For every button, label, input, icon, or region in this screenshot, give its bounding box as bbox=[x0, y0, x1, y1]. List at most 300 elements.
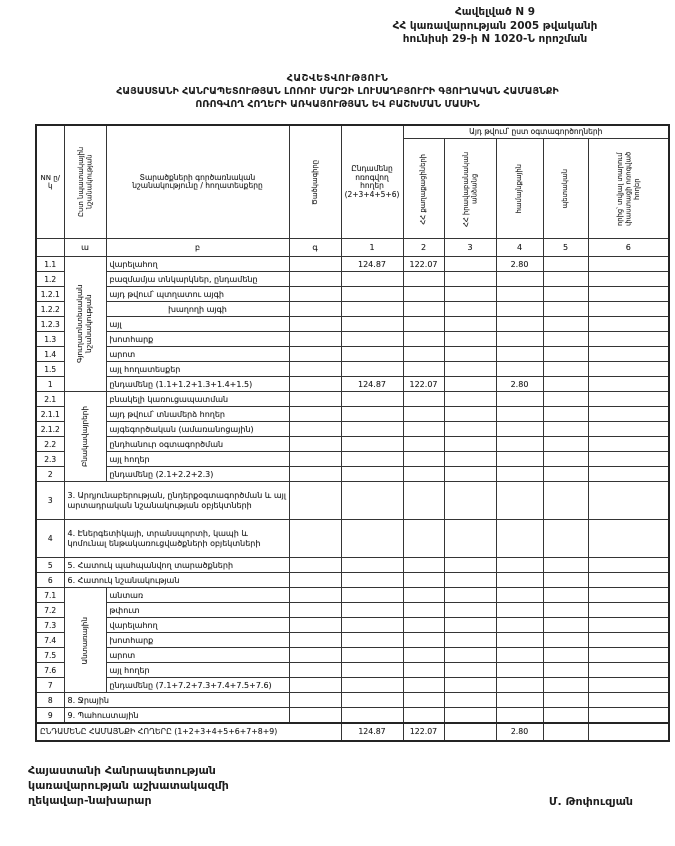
cell-legal bbox=[444, 422, 496, 437]
cell-code bbox=[289, 482, 341, 520]
cell-code bbox=[289, 362, 341, 377]
cell-community bbox=[496, 648, 543, 663]
cell-community bbox=[496, 708, 543, 723]
cell-irrigated bbox=[588, 452, 669, 467]
cell-citizens bbox=[403, 482, 444, 520]
cell-community bbox=[496, 362, 543, 377]
irrigated-lands-table bbox=[35, 124, 670, 742]
colnum-3: 3 bbox=[444, 239, 496, 257]
cell-code bbox=[289, 603, 341, 618]
cell-code bbox=[289, 708, 341, 723]
row-no: 2.1.1 bbox=[36, 407, 64, 422]
cell-code bbox=[289, 317, 341, 332]
cell-irrigated bbox=[588, 693, 669, 708]
cell-legal bbox=[444, 663, 496, 678]
cell-irrigated bbox=[588, 708, 669, 723]
cell-citizens bbox=[403, 452, 444, 467]
cell-code bbox=[289, 452, 341, 467]
cell-total bbox=[341, 332, 403, 347]
cell-citizens bbox=[403, 362, 444, 377]
cell-community bbox=[496, 452, 543, 467]
cell-code bbox=[289, 407, 341, 422]
cell-total bbox=[341, 648, 403, 663]
row-no: 2.1 bbox=[36, 392, 64, 407]
cell-legal bbox=[444, 573, 496, 588]
cell-irrigated bbox=[588, 272, 669, 287]
cell-irrigated bbox=[588, 482, 669, 520]
cell-citizens bbox=[403, 272, 444, 287]
appendix-reference bbox=[330, 6, 660, 47]
cell-legal bbox=[444, 633, 496, 648]
cell-citizens bbox=[403, 407, 444, 422]
row-no: 7.4 bbox=[36, 633, 64, 648]
cell-citizens bbox=[403, 558, 444, 573]
table-row bbox=[36, 633, 669, 648]
cell-irrigated bbox=[588, 392, 669, 407]
row-label: այգեգործական (ամառանոցային) bbox=[106, 422, 289, 437]
cell-legal bbox=[444, 257, 496, 272]
cell-legal bbox=[444, 347, 496, 362]
cell-total bbox=[341, 362, 403, 377]
cell-legal bbox=[444, 332, 496, 347]
cell-code bbox=[289, 678, 341, 693]
cell-state bbox=[543, 648, 588, 663]
row-no: 7.3 bbox=[36, 618, 64, 633]
row-no: 1.2.2 bbox=[36, 302, 64, 317]
cell-irrigated bbox=[588, 317, 669, 332]
cell-irrigated bbox=[588, 362, 669, 377]
cell-state bbox=[543, 588, 588, 603]
cell-irrigated bbox=[588, 257, 669, 272]
cell-citizens: 122.07 bbox=[403, 257, 444, 272]
colnum-2: 2 bbox=[403, 239, 444, 257]
row-label: անտառ bbox=[106, 588, 289, 603]
appendix-line3: հունիսի 29-ի N 1020-Ն որոշման bbox=[402, 33, 588, 46]
cell-state bbox=[543, 678, 588, 693]
cell-citizens bbox=[403, 648, 444, 663]
table-row bbox=[36, 377, 669, 392]
total-cell-irrigated bbox=[588, 723, 669, 741]
col-header-citizens-text: ՀՀ քաղաքացիների bbox=[419, 153, 428, 225]
cell-citizens bbox=[403, 678, 444, 693]
table-row bbox=[36, 588, 669, 603]
row-no: 4 bbox=[36, 520, 64, 558]
row-label: բազմամյա տնկարկներ, ընդամենը bbox=[106, 272, 289, 287]
cell-code bbox=[289, 332, 341, 347]
cell-legal bbox=[444, 693, 496, 708]
cell-legal bbox=[444, 302, 496, 317]
cell-citizens bbox=[403, 520, 444, 558]
cell-state bbox=[543, 482, 588, 520]
cell-citizens bbox=[403, 693, 444, 708]
table-row bbox=[36, 362, 669, 377]
cell-citizens bbox=[403, 422, 444, 437]
cell-irrigated bbox=[588, 347, 669, 362]
table-row bbox=[36, 452, 669, 467]
col-header-designation-text: Ըստ նպատակային նշանակության bbox=[76, 147, 93, 218]
row-no: 2.2 bbox=[36, 437, 64, 452]
report-title bbox=[0, 73, 675, 110]
cell-citizens bbox=[403, 573, 444, 588]
cell-citizens bbox=[403, 708, 444, 723]
col-header-legal-entities-text: ՀՀ իրավաբանական անձանց bbox=[461, 151, 478, 227]
signatory-line1: Հայաստանի Հանրապետության bbox=[28, 763, 216, 777]
cell-community bbox=[496, 573, 543, 588]
cell-legal bbox=[444, 603, 496, 618]
row-no: 7.2 bbox=[36, 603, 64, 618]
table-row bbox=[36, 573, 669, 588]
cell-code bbox=[289, 437, 341, 452]
cell-code bbox=[289, 648, 341, 663]
cell-irrigated bbox=[588, 633, 669, 648]
colnum-b: բ bbox=[106, 239, 289, 257]
row-no: 7 bbox=[36, 678, 64, 693]
cell-irrigated bbox=[588, 678, 669, 693]
cell-state bbox=[543, 347, 588, 362]
total-cell-citizens: 122.07 bbox=[403, 723, 444, 741]
table-row bbox=[36, 317, 669, 332]
cell-community bbox=[496, 678, 543, 693]
col-header-citizens bbox=[403, 139, 444, 239]
cell-citizens bbox=[403, 588, 444, 603]
table-row bbox=[36, 467, 669, 482]
row-label: ընդհանուր օգտագործման bbox=[106, 437, 289, 452]
row-no: 2 bbox=[36, 467, 64, 482]
section-label-settlements bbox=[64, 392, 106, 482]
appendix-line1: Հավելված N 9 bbox=[454, 6, 536, 18]
row-label: վարելահող bbox=[106, 257, 289, 272]
row-label: այդ թվում՝ տնամերձ հողեր bbox=[106, 407, 289, 422]
total-label: ԸՆԴԱՄԵՆԸ ՀԱՄԱՅՆՔԻ ՀՈՂԵՐԸ (1+2+3+4+5+6+7+8+9) bbox=[36, 723, 341, 741]
cell-state bbox=[543, 708, 588, 723]
row-no: 1.3 bbox=[36, 332, 64, 347]
cell-irrigated bbox=[588, 332, 669, 347]
cell-citizens bbox=[403, 633, 444, 648]
cell-legal bbox=[444, 708, 496, 723]
row-label: ընդամենը (1.1+1.2+1.3+1.4+1.5) bbox=[106, 377, 289, 392]
cell-legal bbox=[444, 272, 496, 287]
table-row bbox=[36, 422, 669, 437]
cell-irrigated bbox=[588, 603, 669, 618]
colnum-5: 5 bbox=[543, 239, 588, 257]
section-label-agricultural bbox=[64, 257, 106, 392]
row-no: 1.2.3 bbox=[36, 317, 64, 332]
cell-community bbox=[496, 603, 543, 618]
cell-total bbox=[341, 588, 403, 603]
cell-community bbox=[496, 588, 543, 603]
cell-legal bbox=[444, 558, 496, 573]
col-header-community-text: համայնքային bbox=[515, 164, 524, 214]
cell-code bbox=[289, 663, 341, 678]
colnum-1: 1 bbox=[341, 239, 403, 257]
total-cell-legal bbox=[444, 723, 496, 741]
cell-community bbox=[496, 663, 543, 678]
cell-state bbox=[543, 302, 588, 317]
row-no: 1 bbox=[36, 377, 64, 392]
row-no: 3 bbox=[36, 482, 64, 520]
cell-code bbox=[289, 693, 341, 708]
cell-legal bbox=[444, 678, 496, 693]
cell-state bbox=[543, 377, 588, 392]
row-label: խոտհարք bbox=[106, 633, 289, 648]
cell-code bbox=[289, 377, 341, 392]
cell-code bbox=[289, 287, 341, 302]
total-cell-community: 2.80 bbox=[496, 723, 543, 741]
cell-state bbox=[543, 558, 588, 573]
total-cell-total: 124.87 bbox=[341, 723, 403, 741]
cell-code bbox=[289, 347, 341, 362]
cell-community: 2.80 bbox=[496, 257, 543, 272]
table-row bbox=[36, 302, 669, 317]
cell-total bbox=[341, 302, 403, 317]
row-no: 1.2 bbox=[36, 272, 64, 287]
col-header-total: Ընդամենը ոռոգվող հողեր (2+3+4+5+6) bbox=[341, 125, 403, 239]
cell-citizens bbox=[403, 663, 444, 678]
section-label-agricultural-text: Գյուղատնտեսական նշանակության bbox=[75, 285, 93, 364]
row-no: 8 bbox=[36, 693, 64, 708]
col-header-designation bbox=[64, 125, 106, 239]
cell-community bbox=[496, 392, 543, 407]
row-no: 1.5 bbox=[36, 362, 64, 377]
cell-total bbox=[341, 633, 403, 648]
cell-citizens bbox=[403, 603, 444, 618]
cell-legal bbox=[444, 520, 496, 558]
cell-irrigated bbox=[588, 558, 669, 573]
row-label: խոտհարք bbox=[106, 332, 289, 347]
cell-state bbox=[543, 317, 588, 332]
table-total-row bbox=[36, 723, 669, 741]
row-label: այդ թվում՝ պտղատու այգի bbox=[106, 287, 289, 302]
col-header-state bbox=[543, 139, 588, 239]
row-label: ընդամենը (7.1+7.2+7.3+7.4+7.5+7.6) bbox=[106, 678, 289, 693]
cell-irrigated bbox=[588, 377, 669, 392]
table-row bbox=[36, 332, 669, 347]
cell-community bbox=[496, 437, 543, 452]
cell-state bbox=[543, 422, 588, 437]
row-no: 7.6 bbox=[36, 663, 64, 678]
cell-code bbox=[289, 520, 341, 558]
col-header-nn: NN ը/կ bbox=[36, 125, 64, 239]
cell-state bbox=[543, 573, 588, 588]
row-no: 2.1.2 bbox=[36, 422, 64, 437]
cell-state bbox=[543, 392, 588, 407]
total-cell-state bbox=[543, 723, 588, 741]
row-no: 5 bbox=[36, 558, 64, 573]
cell-state bbox=[543, 362, 588, 377]
col-header-landtype: Տարածքների գործառնական նշանակությունը / հողատեսքերը bbox=[106, 125, 289, 239]
table-row bbox=[36, 648, 669, 663]
row-label: 8. Ջրային bbox=[64, 693, 289, 708]
cell-total bbox=[341, 558, 403, 573]
row-label: արոտ bbox=[106, 347, 289, 362]
row-label: ընդամենը (2.1+2.2+2.3) bbox=[106, 467, 289, 482]
table-row bbox=[36, 663, 669, 678]
row-label: այլ հողատեսքեր bbox=[106, 362, 289, 377]
cell-community bbox=[496, 317, 543, 332]
cell-state bbox=[543, 257, 588, 272]
cell-total bbox=[341, 467, 403, 482]
cell-community bbox=[496, 302, 543, 317]
colnum-a: ա bbox=[64, 239, 106, 257]
cell-community bbox=[496, 693, 543, 708]
cell-total: 124.87 bbox=[341, 257, 403, 272]
row-label: արոտ bbox=[106, 648, 289, 663]
report-title-line2: ՀԱՅԱՍՏԱՆԻ ՀԱՆՐԱՊԵՏՈՒԹՅԱՆ ԼՈՌՈՒ ՄԱՐԶԻ ԼՈՒՍԱՂԲՅՈՒՐԻ ԳՅՈՒՂԱԿԱՆ ՀԱՄԱՅՆՔԻ bbox=[116, 85, 559, 97]
cell-irrigated bbox=[588, 422, 669, 437]
cell-state bbox=[543, 520, 588, 558]
table-row bbox=[36, 437, 669, 452]
cell-state bbox=[543, 618, 588, 633]
cell-legal bbox=[444, 437, 496, 452]
cell-citizens bbox=[403, 392, 444, 407]
table-row bbox=[36, 257, 669, 272]
colnum-blank bbox=[36, 239, 64, 257]
col-header-actually-irrigated-text: որից՝ տվյալ տարում փաստացի ոռոգված հողեր bbox=[615, 151, 641, 227]
cell-legal bbox=[444, 618, 496, 633]
row-no: 1.1 bbox=[36, 257, 64, 272]
cell-legal bbox=[444, 392, 496, 407]
cell-citizens: 122.07 bbox=[403, 377, 444, 392]
row-no: 1.2.1 bbox=[36, 287, 64, 302]
cell-community bbox=[496, 272, 543, 287]
table-row bbox=[36, 520, 669, 558]
cell-total: 124.87 bbox=[341, 377, 403, 392]
cell-legal bbox=[444, 362, 496, 377]
row-no: 9 bbox=[36, 708, 64, 723]
report-title-line3: ՈՌՈԳՎՈՂ ՀՈՂԵՐԻ ԱՌԿԱՅՈՒԹՅԱՆ ԵՎ ԲԱՇԽՄԱՆ ՄԱՍԻՆ bbox=[195, 98, 480, 110]
cell-irrigated bbox=[588, 437, 669, 452]
row-label: 4. Էներգետիկայի, տրանսպորտի, կապի և կոմունալ ենթակառուցվածքների օբյեկտների bbox=[64, 520, 289, 558]
row-label: թփուտ bbox=[106, 603, 289, 618]
report-title-word: ՀԱՇՎԵՏՎՈՒԹՅՈՒՆ bbox=[286, 72, 389, 84]
row-label: այլ bbox=[106, 317, 289, 332]
cell-total bbox=[341, 678, 403, 693]
cell-community bbox=[496, 618, 543, 633]
cell-legal bbox=[444, 377, 496, 392]
cell-community: 2.80 bbox=[496, 377, 543, 392]
row-label: այլ հողեր bbox=[106, 452, 289, 467]
cell-state bbox=[543, 437, 588, 452]
cell-total bbox=[341, 437, 403, 452]
cell-legal bbox=[444, 317, 496, 332]
cell-code bbox=[289, 618, 341, 633]
row-label: 5. Հատուկ պահպանվող տարածքների bbox=[64, 558, 289, 573]
cell-legal bbox=[444, 482, 496, 520]
cell-total bbox=[341, 573, 403, 588]
table-row bbox=[36, 272, 669, 287]
col-header-state-text: պետական bbox=[561, 169, 570, 209]
col-header-legal-entities bbox=[444, 139, 496, 239]
row-label: խաղողի այգի bbox=[106, 302, 289, 317]
row-label: այլ հողեր bbox=[106, 663, 289, 678]
col-header-code-text: Ծածկագիրը bbox=[310, 159, 319, 205]
colnum-g: գ bbox=[289, 239, 341, 257]
cell-total bbox=[341, 708, 403, 723]
cell-state bbox=[543, 603, 588, 618]
table-row bbox=[36, 287, 669, 302]
cell-citizens bbox=[403, 317, 444, 332]
cell-community bbox=[496, 558, 543, 573]
cell-irrigated bbox=[588, 407, 669, 422]
cell-code bbox=[289, 392, 341, 407]
colnum-4: 4 bbox=[496, 239, 543, 257]
row-label: 6. Հատուկ նշանակության bbox=[64, 573, 289, 588]
cell-legal bbox=[444, 452, 496, 467]
cell-code bbox=[289, 633, 341, 648]
table-row bbox=[36, 618, 669, 633]
cell-community bbox=[496, 520, 543, 558]
cell-total bbox=[341, 452, 403, 467]
section-label-forest-text: Անտառային bbox=[79, 616, 89, 665]
signatory-name: Մ. Թոփուզյան bbox=[548, 795, 633, 809]
table-row bbox=[36, 392, 669, 407]
cell-irrigated bbox=[588, 520, 669, 558]
cell-total bbox=[341, 663, 403, 678]
cell-code bbox=[289, 257, 341, 272]
signatory-position bbox=[28, 764, 229, 809]
table-row bbox=[36, 693, 669, 708]
cell-legal bbox=[444, 467, 496, 482]
cell-total bbox=[341, 482, 403, 520]
cell-irrigated bbox=[588, 573, 669, 588]
table-row bbox=[36, 482, 669, 520]
row-no: 7.1 bbox=[36, 588, 64, 603]
cell-irrigated bbox=[588, 287, 669, 302]
cell-community bbox=[496, 482, 543, 520]
cell-community bbox=[496, 467, 543, 482]
cell-state bbox=[543, 332, 588, 347]
cell-community bbox=[496, 332, 543, 347]
cell-citizens bbox=[403, 467, 444, 482]
footer bbox=[28, 764, 647, 809]
cell-legal bbox=[444, 287, 496, 302]
cell-total bbox=[341, 392, 403, 407]
cell-code bbox=[289, 558, 341, 573]
table-row bbox=[36, 407, 669, 422]
cell-total bbox=[341, 407, 403, 422]
cell-total bbox=[341, 287, 403, 302]
cell-irrigated bbox=[588, 663, 669, 678]
cell-code bbox=[289, 422, 341, 437]
cell-state bbox=[543, 693, 588, 708]
row-no: 1.4 bbox=[36, 347, 64, 362]
cell-code bbox=[289, 573, 341, 588]
table-row bbox=[36, 678, 669, 693]
colnum-6: 6 bbox=[588, 239, 669, 257]
cell-legal bbox=[444, 648, 496, 663]
cell-state bbox=[543, 452, 588, 467]
row-no: 7.5 bbox=[36, 648, 64, 663]
table-row bbox=[36, 558, 669, 573]
cell-code bbox=[289, 302, 341, 317]
row-label: 9. Պահուստային bbox=[64, 708, 289, 723]
cell-irrigated bbox=[588, 467, 669, 482]
cell-community bbox=[496, 407, 543, 422]
cell-state bbox=[543, 467, 588, 482]
col-header-community bbox=[496, 139, 543, 239]
cell-citizens bbox=[403, 618, 444, 633]
cell-state bbox=[543, 663, 588, 678]
appendix-line2: ՀՀ կառավարության 2005 թվականի bbox=[392, 19, 598, 32]
cell-state bbox=[543, 407, 588, 422]
table-row bbox=[36, 347, 669, 362]
cell-citizens bbox=[403, 332, 444, 347]
cell-code bbox=[289, 467, 341, 482]
cell-total bbox=[341, 347, 403, 362]
cell-legal bbox=[444, 407, 496, 422]
cell-irrigated bbox=[588, 618, 669, 633]
cell-citizens bbox=[403, 437, 444, 452]
